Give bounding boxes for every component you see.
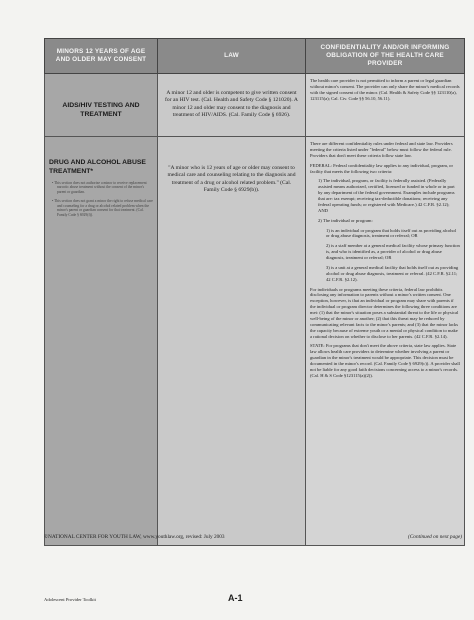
header-minors: MINORS 12 YEARS OF AGE AND OLDER MAY CONSENT <box>45 39 158 74</box>
table-row <box>45 74 465 137</box>
conf-criterion-2: 2) The individual or program: <box>318 217 373 223</box>
conf-intro: There are different confidentiality rules under federal and state law. Providers meeting the criteria listed under "federal" below must follow the federal rule. Providers that don't meet these criteria follow state law. <box>310 141 453 158</box>
consent-table-page <box>44 38 464 546</box>
footnote-replacement-narcotic: • This section does not authorize a minor to receive replacement narcotic abuse treatment without the consent of the minor's parent or guardian. <box>52 180 147 195</box>
header-law: LAW <box>158 39 306 74</box>
header-confidentiality: CONFIDENTIALITY AND/OR INFORMING OBLIGATION OF THE HEALTH CARE PROVIDER <box>306 39 465 74</box>
confidentiality-text-drug <box>310 141 460 379</box>
copyright-line: ©NATIONAL CENTER FOR YOUTH LAW, www.youthlaw.org, revised: July 2003 <box>44 534 225 540</box>
topic-cell <box>45 137 158 546</box>
law-cell <box>158 137 306 546</box>
continued-note: (Continued on next page) <box>408 534 462 540</box>
topic-drug-alcohol: DRUG AND ALCOHOL ABUSE TREATMENT* <box>49 159 146 175</box>
confidentiality-text-aids: The health care provider is not permitted to inform a parent or legal guardian without minor's consent. The provider can only share the minor's medical records with the signed consent of the minor. (Cal. Health & Safety Code §§ 123110(a), 123115(a); Cal. Civ. Code §§ 56.10, 56.11). <box>310 78 460 101</box>
consent-law-table <box>44 38 465 546</box>
footnote-refuse-care: • This section does not grant a minor the right to refuse medical care and counseling for a drug or alcohol related problem when the minor's parent or guardian consent for that treatment. (Cal. Family Code § 6929(f)). <box>52 198 153 218</box>
topic-aids-hiv: AIDS/HIV TESTING AND TREATMENT <box>62 102 140 118</box>
confidentiality-cell <box>306 137 465 546</box>
table-row <box>45 137 465 546</box>
conf-state: STATE: For programs that don't meet the above criteria, state law applies. State law allows health care providers to determine whether involving a parent or guardian in the minor's treatment would be appropriate. This decision must be documented in the minor's record. (Cal. Family Code § 6929(c)). A provider shall not be liable for any good faith decisions concerning access to a minor's records. (Cal. H & S Code §123115(a)(2)). <box>310 343 460 378</box>
table-header-row <box>45 39 465 74</box>
conf-sub-2: 2) is a staff member at a general medical facility whose primary function is, and who is identified as, a provider of alcohol or drug abuse diagnosis, treatment or referral; OR <box>326 243 460 260</box>
conf-sub-3: 3) is a unit at a general medical facility that holds itself out as providing alcohol or drug abuse diagnosis, treatment or referral. (42 C.F.R. §2.11; 42 C.F.R. §2.12). <box>326 264 459 282</box>
conf-federal: FEDERAL: Federal confidentiality law applies to any individual, program, or facility that meets the following two criteria: <box>310 162 454 174</box>
topic-cell <box>45 74 158 137</box>
law-text-aids: A minor 12 and older is competent to give written consent for an HIV test. (Cal. Health and Safety Code § 121020). A minor 12 and older may consent to the diagnosis and treatment of HIV/AIDS. (Cal. Family Code § 6926). <box>165 90 298 118</box>
conf-federal-disclosure: For individuals or programs meeting these criteria, federal law prohibits disclosing any information to parents without a minor's written consent. One exception, however, is that an individual or program may share with parents if the individual or program director determines the following three conditions are met: (1) that the minor's situation poses a substantial threat to the life or physical well-being of the minor or another; (2) that this threat may be reduced by communicating relevant facts to the minor's parents; and (3) that the minor lacks the capacity because of extreme youth or a mental or physical condition to make a rational decision on whether to disclose to her parents. (42 C.F.R. §2.14). <box>310 286 459 339</box>
conf-sub-1: 1) is an individual or program that holds itself out as providing alcohol or drug abuse diagnosis, treatment or referral; OR <box>326 227 457 239</box>
conf-criterion-1: 1) The individual, program, or facility is federally assisted. (Federally assisted means authorized, certified, licensed or funded in whole or in part by any department of the federal government. Examples include programs that are: tax exempt; receiving tax-deductible donations; receiving any federal operating funds; or registered with Medicare.) 42 C.F.R. §2.12); AND <box>318 178 455 213</box>
page-number: A-1 <box>228 593 243 603</box>
law-text-drug: "A minor who is 12 years of age or older may consent to medical care and counseling relating to the diagnosis and treatment of a drug or alcohol related problem." (Cal. Family Code § 6929(b)). <box>167 165 296 193</box>
toolkit-name: Adolescent Provider Toolkit <box>44 597 96 602</box>
confidentiality-cell <box>306 74 465 137</box>
law-cell <box>158 74 306 137</box>
